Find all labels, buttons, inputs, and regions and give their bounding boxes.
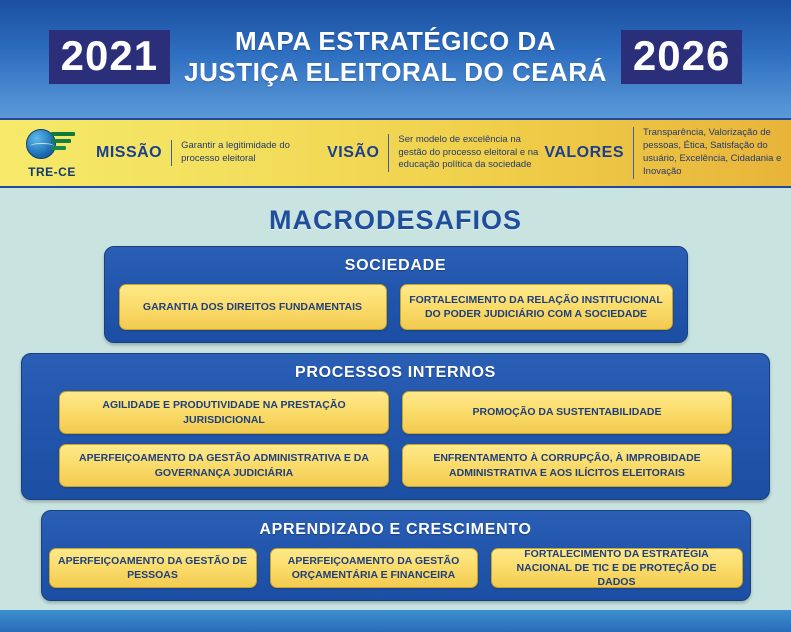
vision-text: Ser modelo de excelência na gestão do processo eleitoral e na educação política da sociedade: [388, 134, 538, 172]
objective-card[interactable]: PROMOÇÃO DA SUSTENTABILIDADE: [402, 391, 732, 434]
page-title: [184, 26, 607, 87]
header-banner: [0, 0, 791, 118]
bars-icon: [51, 132, 75, 153]
perspective-processos-row-2: [34, 444, 757, 487]
identity-banner: [0, 118, 791, 188]
year-end-badge: 2026: [621, 30, 742, 84]
mission-text: Garantir a legitimidade do processo eleitoral: [171, 140, 321, 166]
perspective-aprendizado-title: APRENDIZADO E CRESCIMENTO: [259, 521, 532, 538]
perspective-sociedade-title: SOCIEDADE: [344, 257, 447, 274]
values-label: VALORES: [544, 144, 625, 161]
macrodesafios-title: MACRODESAFIOS: [268, 205, 522, 235]
objective-card[interactable]: FORTALECIMENTO DA ESTRATÉGIA NACIONAL DE TIC E DE PROTEÇÃO DE DADOS: [491, 548, 743, 588]
perspective-processos-title: PROCESSOS INTERNOS: [294, 364, 497, 381]
objective-card[interactable]: APERFEIÇOAMENTO DA GESTÃO ADMINISTRATIVA E DA GOVERNANÇA JUDICIÁRIA: [59, 444, 389, 487]
tre-ce-logo: [8, 128, 96, 179]
vision-block: [327, 127, 538, 179]
mission-block: [96, 127, 321, 179]
main-content: [0, 188, 791, 601]
year-start-badge: 2021: [49, 30, 170, 84]
logo-icon: [24, 128, 80, 164]
perspective-processos-row-1: [34, 391, 757, 434]
objective-card[interactable]: GARANTIA DOS DIREITOS FUNDAMENTAIS: [119, 284, 387, 330]
values-block: [544, 127, 783, 179]
perspective-sociedade-row-1: [117, 284, 675, 330]
header-content: [49, 26, 743, 87]
page-title-line-2: JUSTIÇA ELEITORAL DO CEARÁ: [184, 57, 607, 87]
objective-card[interactable]: APERFEIÇOAMENTO DA GESTÃO DE PESSOAS: [49, 548, 257, 588]
values-text: Transparência, Valorização de pessoas, Ética, Satisfação do usuário, Excelência, Cidadania e Inovação: [633, 127, 783, 178]
objective-card[interactable]: APERFEIÇOAMENTO DA GESTÃO ORÇAMENTÁRIA E FINANCEIRA: [270, 548, 478, 588]
footer-strip: [0, 610, 791, 632]
perspective-aprendizado-crescimento: [41, 510, 751, 601]
perspective-sociedade: [104, 246, 688, 343]
objective-card[interactable]: FORTALECIMENTO DA RELAÇÃO INSTITUCIONAL DO PODER JUDICIÁRIO COM A SOCIEDADE: [400, 284, 673, 330]
logo-label: TRE-CE: [28, 164, 76, 179]
perspective-aprendizado-row-1: [54, 548, 738, 588]
objective-card[interactable]: AGILIDADE E PRODUTIVIDADE NA PRESTAÇÃO JURISDICIONAL: [59, 391, 389, 434]
objective-card[interactable]: ENFRENTAMENTO À CORRUPÇÃO, À IMPROBIDADE ADMINISTRATIVA E AOS ILÍCITOS ELEITORAIS: [402, 444, 732, 487]
mission-label: MISSÃO: [96, 144, 163, 161]
page-title-line-1: MAPA ESTRATÉGICO DA: [234, 26, 557, 57]
perspective-processos-internos: [21, 353, 770, 500]
vision-label: VISÃO: [327, 144, 380, 161]
